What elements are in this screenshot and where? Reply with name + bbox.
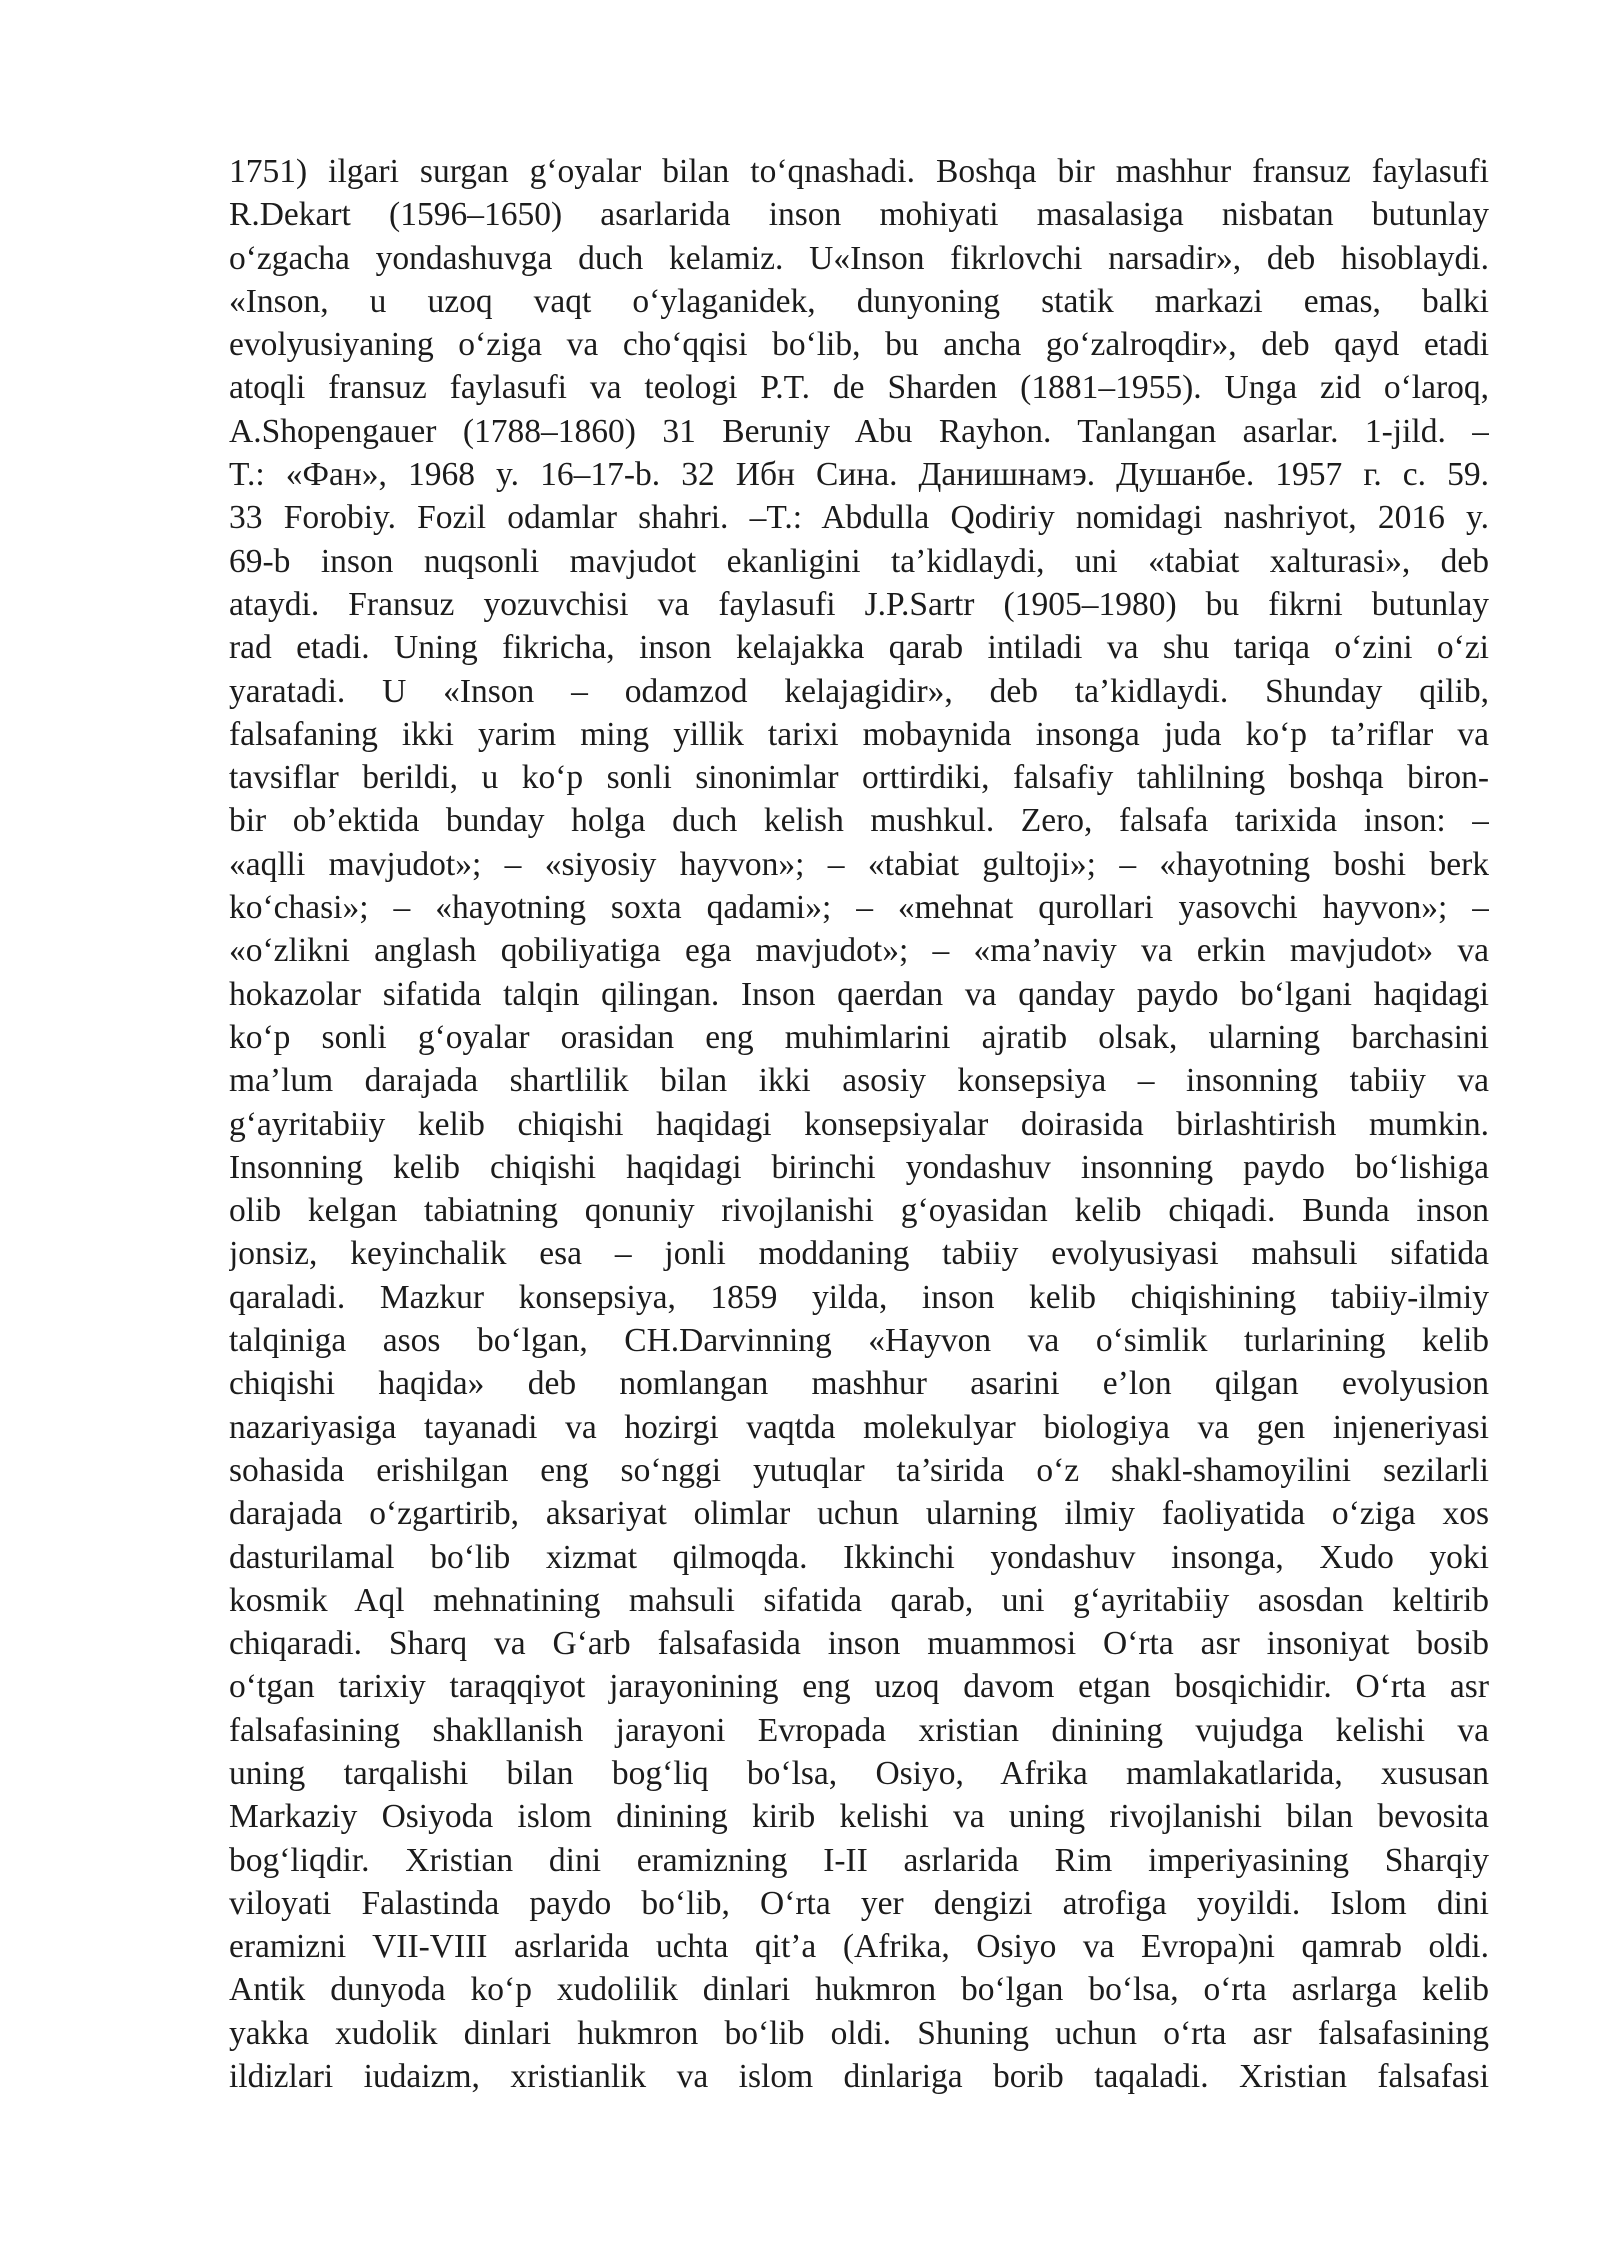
text-line: Antik dunyoda ko‘p xudolilik dinlari hukmron bo‘lgan bo‘lsa, o‘rta asrlarga kelib xyxy=(229,1971,1489,2009)
text-line: «Inson, u uzoq vaqt o‘ylaganidek, dunyoning statik markazi emas, balki xyxy=(229,282,1489,320)
text-line: rad etadi. Uning fikricha, inson kelajakka qarab intiladi va shu tariqa o‘zini o‘zi xyxy=(229,629,1489,667)
text-line: R.Dekart (1596–1650) asarlarida inson mohiyati masalasiga nisbatan butunlay xyxy=(229,196,1489,234)
text-line: yakka xudolik dinlari hukmron bo‘lib oldi. Shuning uchun o‘rta asr falsafasining xyxy=(229,2014,1489,2052)
text-line: qaraladi. Mazkur konsepsiya, 1859 yilda, inson kelib chiqishining tabiiy-ilmiy xyxy=(229,1278,1489,1316)
text-line: dasturilamal bo‘lib xizmat qilmoqda. Ikkinchi yondashuv insonga, Xudo yoki xyxy=(229,1538,1489,1576)
text-line: bog‘liqdir. Xristian dini eramizning I-II asrlarida Rim imperiyasining Sharqiy xyxy=(229,1841,1489,1879)
text-line: olib kelgan tabiatning qonuniy rivojlanishi g‘oyasidan kelib chiqadi. Bunda inson xyxy=(229,1192,1489,1230)
text-line: chiqaradi. Sharq va G‘arb falsafasida inson muammosi O‘rta asr insoniyat bosib xyxy=(229,1625,1489,1663)
text-line: viloyati Falastinda paydo bo‘lib, O‘rta yer dengizi atrofiga yoyildi. Islom dini xyxy=(229,1884,1489,1922)
text-line: Markaziy Osiyoda islom dinining kirib kelishi va uning rivojlanishi bilan bevosita xyxy=(229,1798,1489,1836)
text-line: darajada o‘zgartirib, aksariyat olimlar uchun ularning ilmiy faoliyatida o‘ziga xos xyxy=(229,1495,1489,1533)
text-line: 33 Forobiy. Fozil odamlar shahri. –T.: Abdulla Qodiriy nomidagi nashriyot, 2016 y. xyxy=(229,499,1489,537)
text-line: evolyusiyaning o‘ziga va cho‘qqisi bo‘lib, bu ancha go‘zalroqdir», deb qayd etadi xyxy=(229,326,1489,364)
text-line: atoqli fransuz faylasufi va teologi P.T. de Sharden (1881–1955). Unga zid o‘laroq, xyxy=(229,369,1489,407)
text-line: falsafaning ikki yarim ming yillik tarixi mobaynida insonga juda ko‘p ta’riflar va xyxy=(229,715,1489,753)
text-line: ataydi. Fransuz yozuvchisi va faylasufi J.P.Sartr (1905–1980) bu fikrni butunlay xyxy=(229,585,1489,623)
text-line: talqiniga asos bo‘lgan, CH.Darvinning «Hayvon va o‘simlik turlarining kelib xyxy=(229,1322,1489,1360)
document-page xyxy=(229,150,1489,2098)
text-line: o‘tgan tarixiy taraqqiyot jarayonining eng uzoq davom etgan bosqichidir. O‘rta asr xyxy=(229,1668,1489,1706)
text-line: g‘ayritabiiy kelib chiqishi haqidagi konsepsiyalar doirasida birlashtirish mumkin. xyxy=(229,1105,1489,1143)
text-line: tavsiflar berildi, u ko‘p sonli sinonimlar orttirdiki, falsafiy tahlilning boshqa biron- xyxy=(229,759,1489,797)
text-line: o‘zgacha yondashuvga duch kelamiz. U«Inson fikrlovchi narsadir», deb hisoblaydi. xyxy=(229,239,1489,277)
text-line: ma’lum darajada shartlilik bilan ikki asosiy konsepsiya – insonning tabiiy va xyxy=(229,1062,1489,1100)
text-line: ko‘p sonli g‘oyalar orasidan eng muhimlarini ajratib olsak, ularning barchasini xyxy=(229,1018,1489,1056)
text-line: «aqlli mavjudot»; – «siyosiy hayvon»; – «tabiat gultoji»; – «hayotning boshi berk xyxy=(229,845,1489,883)
text-line: 69-b inson nuqsonli mavjudot ekanligini ta’kidlaydi, uni «tabiat xalturasi», deb xyxy=(229,542,1489,580)
text-line: hokazolar sifatida talqin qilingan. Inson qaerdan va qanday paydo bo‘lgani haqidagi xyxy=(229,975,1489,1013)
text-line: «o‘zlikni anglash qobiliyatiga ega mavjudot»; – «ma’naviy va erkin mavjudot» va xyxy=(229,932,1489,970)
text-line: jonsiz, keyinchalik esa – jonli moddaning tabiiy evolyusiyasi mahsuli sifatida xyxy=(229,1235,1489,1273)
text-line: A.Shopengauer (1788–1860) 31 Beruniy Abu Rayhon. Tanlangan asarlar. 1-jild. – xyxy=(229,412,1489,450)
text-line: kosmik Aql mehnatining mahsuli sifatida qarab, uni g‘ayritabiiy asosdan keltirib xyxy=(229,1581,1489,1619)
text-line: ko‘chasi»; – «hayotning soxta qadami»; – «mehnat qurollari yasovchi hayvon»; – xyxy=(229,889,1489,927)
text-line: ildizlari iudaizm, xristianlik va islom dinlariga borib taqaladi. Xristian falsafasi xyxy=(229,2058,1489,2096)
text-line: 1751) ilgari surgan g‘oyalar bilan to‘qnashadi. Boshqa bir mashhur fransuz faylasufi xyxy=(229,153,1489,190)
text-line: uning tarqalishi bilan bog‘liq bo‘lsa, Osiyo, Afrika mamlakatlarida, xususan xyxy=(229,1754,1489,1792)
text-line: falsafasining shakllanish jarayoni Evropada xristian dinining vujudga kelishi va xyxy=(229,1711,1489,1749)
text-line: nazariyasiga tayanadi va hozirgi vaqtda molekulyar biologiya va gen injeneriyasi xyxy=(229,1408,1489,1446)
text-line: Insonning kelib chiqishi haqidagi birinchi yondashuv insonning paydo bo‘lishiga xyxy=(229,1148,1489,1186)
text-line: yaratadi. U «Inson – odamzod kelajagidir», deb ta’kidlaydi. Shunday qilib, xyxy=(229,672,1489,710)
text-line: chiqishi haqida» deb nomlangan mashhur asarini e’lon qilgan evolyusion xyxy=(229,1365,1489,1403)
text-line: bir ob’ektida bunday holga duch kelish mushkul. Zero, falsafa tarixida inson: – xyxy=(229,802,1489,840)
text-line: T.: «Фан», 1968 y. 16–17-b. 32 Ибн Сина. Данишнамэ. Душанбе. 1957 г. с. 59. xyxy=(229,456,1489,494)
text-line: eramizni VII-VIII asrlarida uchta qit’a (Afrika, Osiyo va Evropa)ni qamrab oldi. xyxy=(229,1928,1489,1966)
text-line: sohasida erishilgan eng so‘nggi yutuqlar ta’sirida o‘z shakl-shamoyilini sezilarli xyxy=(229,1451,1489,1489)
